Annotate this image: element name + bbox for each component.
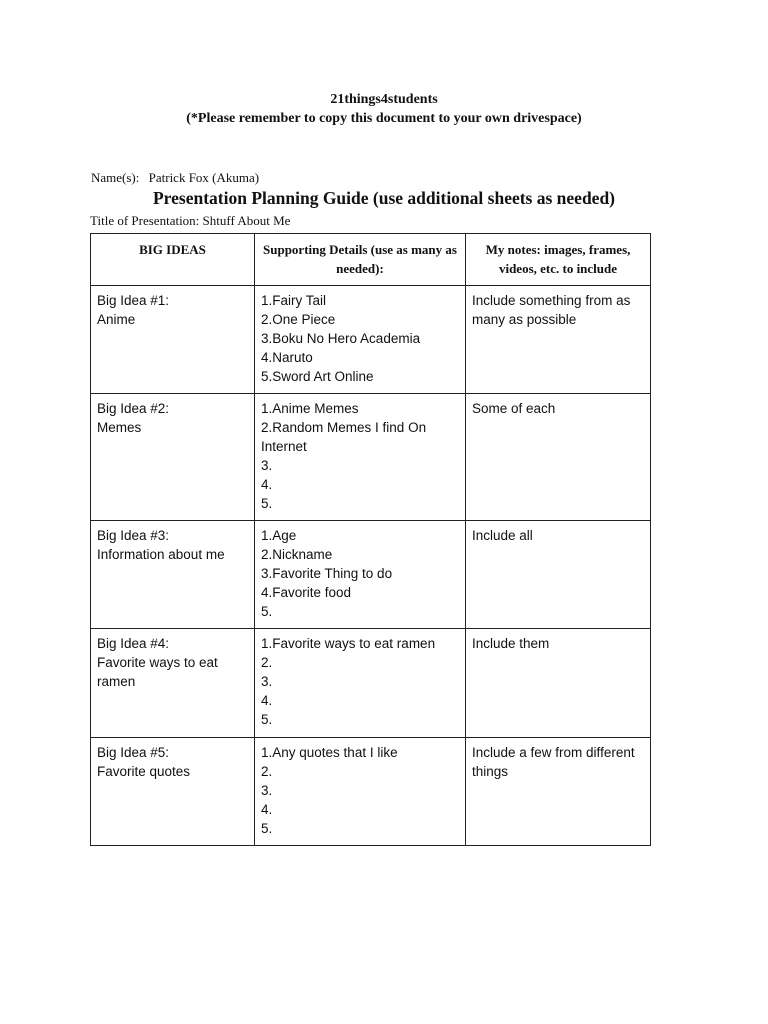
names-value: Patrick Fox (Akuma) <box>148 170 260 185</box>
detail-item: 5. <box>261 712 273 727</box>
detail-item: 2.Nickname <box>261 547 333 562</box>
big-idea-cell <box>91 394 255 521</box>
detail-item: 2.One Piece <box>261 312 336 327</box>
big-idea-text: Information about me <box>97 547 225 562</box>
detail-item: 1.Anime Memes <box>261 401 359 416</box>
header-supporting-details: Supporting Details (use as many as needed): <box>255 234 466 286</box>
notes-cell <box>466 394 651 521</box>
table-row <box>91 738 651 846</box>
big-idea-label: Big Idea #2: <box>97 401 170 416</box>
notes-text: Include a few from different things <box>472 745 635 779</box>
detail-item: 2. <box>261 764 273 779</box>
big-idea-cell <box>91 738 255 846</box>
planning-table <box>90 233 651 846</box>
notes-cell <box>466 286 651 394</box>
big-idea-label: Big Idea #4: <box>97 636 170 651</box>
document-header-note: (*Please remember to copy this document to your own drivespace) <box>186 111 582 126</box>
details-cell <box>255 738 466 846</box>
big-idea-cell <box>91 629 255 738</box>
detail-item: 1.Fairy Tail <box>261 293 327 308</box>
detail-item: 3. <box>261 674 273 689</box>
names-line <box>91 170 259 186</box>
details-cell <box>255 286 466 394</box>
table-header-row <box>91 234 651 286</box>
notes-text: Include them <box>472 636 550 651</box>
detail-item: 1.Any quotes that I like <box>261 745 398 760</box>
details-cell <box>255 629 466 738</box>
detail-item: 5. <box>261 496 273 511</box>
names-label: Name(s): <box>91 170 140 185</box>
big-idea-text: Anime <box>97 312 136 327</box>
big-idea-text: Favorite ways to eat ramen <box>97 655 218 689</box>
detail-item: 2.Random Memes I find On Internet <box>261 420 427 454</box>
detail-item: 3.Favorite Thing to do <box>261 566 393 581</box>
notes-cell <box>466 629 651 738</box>
table-row <box>91 394 651 521</box>
detail-item: 5. <box>261 604 273 619</box>
guide-title: Presentation Planning Guide (use additional sheets as needed) <box>152 188 615 208</box>
big-idea-label: Big Idea #5: <box>97 745 170 760</box>
notes-text: Some of each <box>472 401 556 416</box>
big-idea-text: Favorite quotes <box>97 764 191 779</box>
document-header-title: 21things4students <box>330 92 438 107</box>
notes-cell <box>466 521 651 629</box>
big-idea-text: Memes <box>97 420 142 435</box>
header-my-notes: My notes: images, frames, videos, etc. to include <box>466 234 651 286</box>
detail-item: 2. <box>261 655 273 670</box>
detail-item: 4.Naruto <box>261 350 313 365</box>
detail-item: 4.Favorite food <box>261 585 352 600</box>
big-idea-cell <box>91 521 255 629</box>
table-row <box>91 629 651 738</box>
detail-item: 4. <box>261 802 273 817</box>
detail-item: 3.Boku No Hero Academia <box>261 331 421 346</box>
details-cell <box>255 394 466 521</box>
big-idea-label: Big Idea #3: <box>97 528 170 543</box>
detail-item: 4. <box>261 693 273 708</box>
big-idea-cell <box>91 286 255 394</box>
detail-item: 5. <box>261 821 273 836</box>
detail-item: 3. <box>261 783 273 798</box>
details-cell <box>255 521 466 629</box>
table-row <box>91 286 651 394</box>
detail-item: 1.Age <box>261 528 297 543</box>
presentation-title: Title of Presentation: Shtuff About Me <box>90 213 291 228</box>
detail-item: 5.Sword Art Online <box>261 369 374 384</box>
notes-text: Include all <box>472 528 533 543</box>
notes-text: Include something from as many as possible <box>472 293 631 327</box>
notes-cell <box>466 738 651 846</box>
header-big-ideas: BIG IDEAS <box>91 234 255 286</box>
table-row <box>91 521 651 629</box>
detail-item: 1.Favorite ways to eat ramen <box>261 636 436 651</box>
big-idea-label: Big Idea #1: <box>97 293 170 308</box>
detail-item: 4. <box>261 477 273 492</box>
detail-item: 3. <box>261 458 273 473</box>
